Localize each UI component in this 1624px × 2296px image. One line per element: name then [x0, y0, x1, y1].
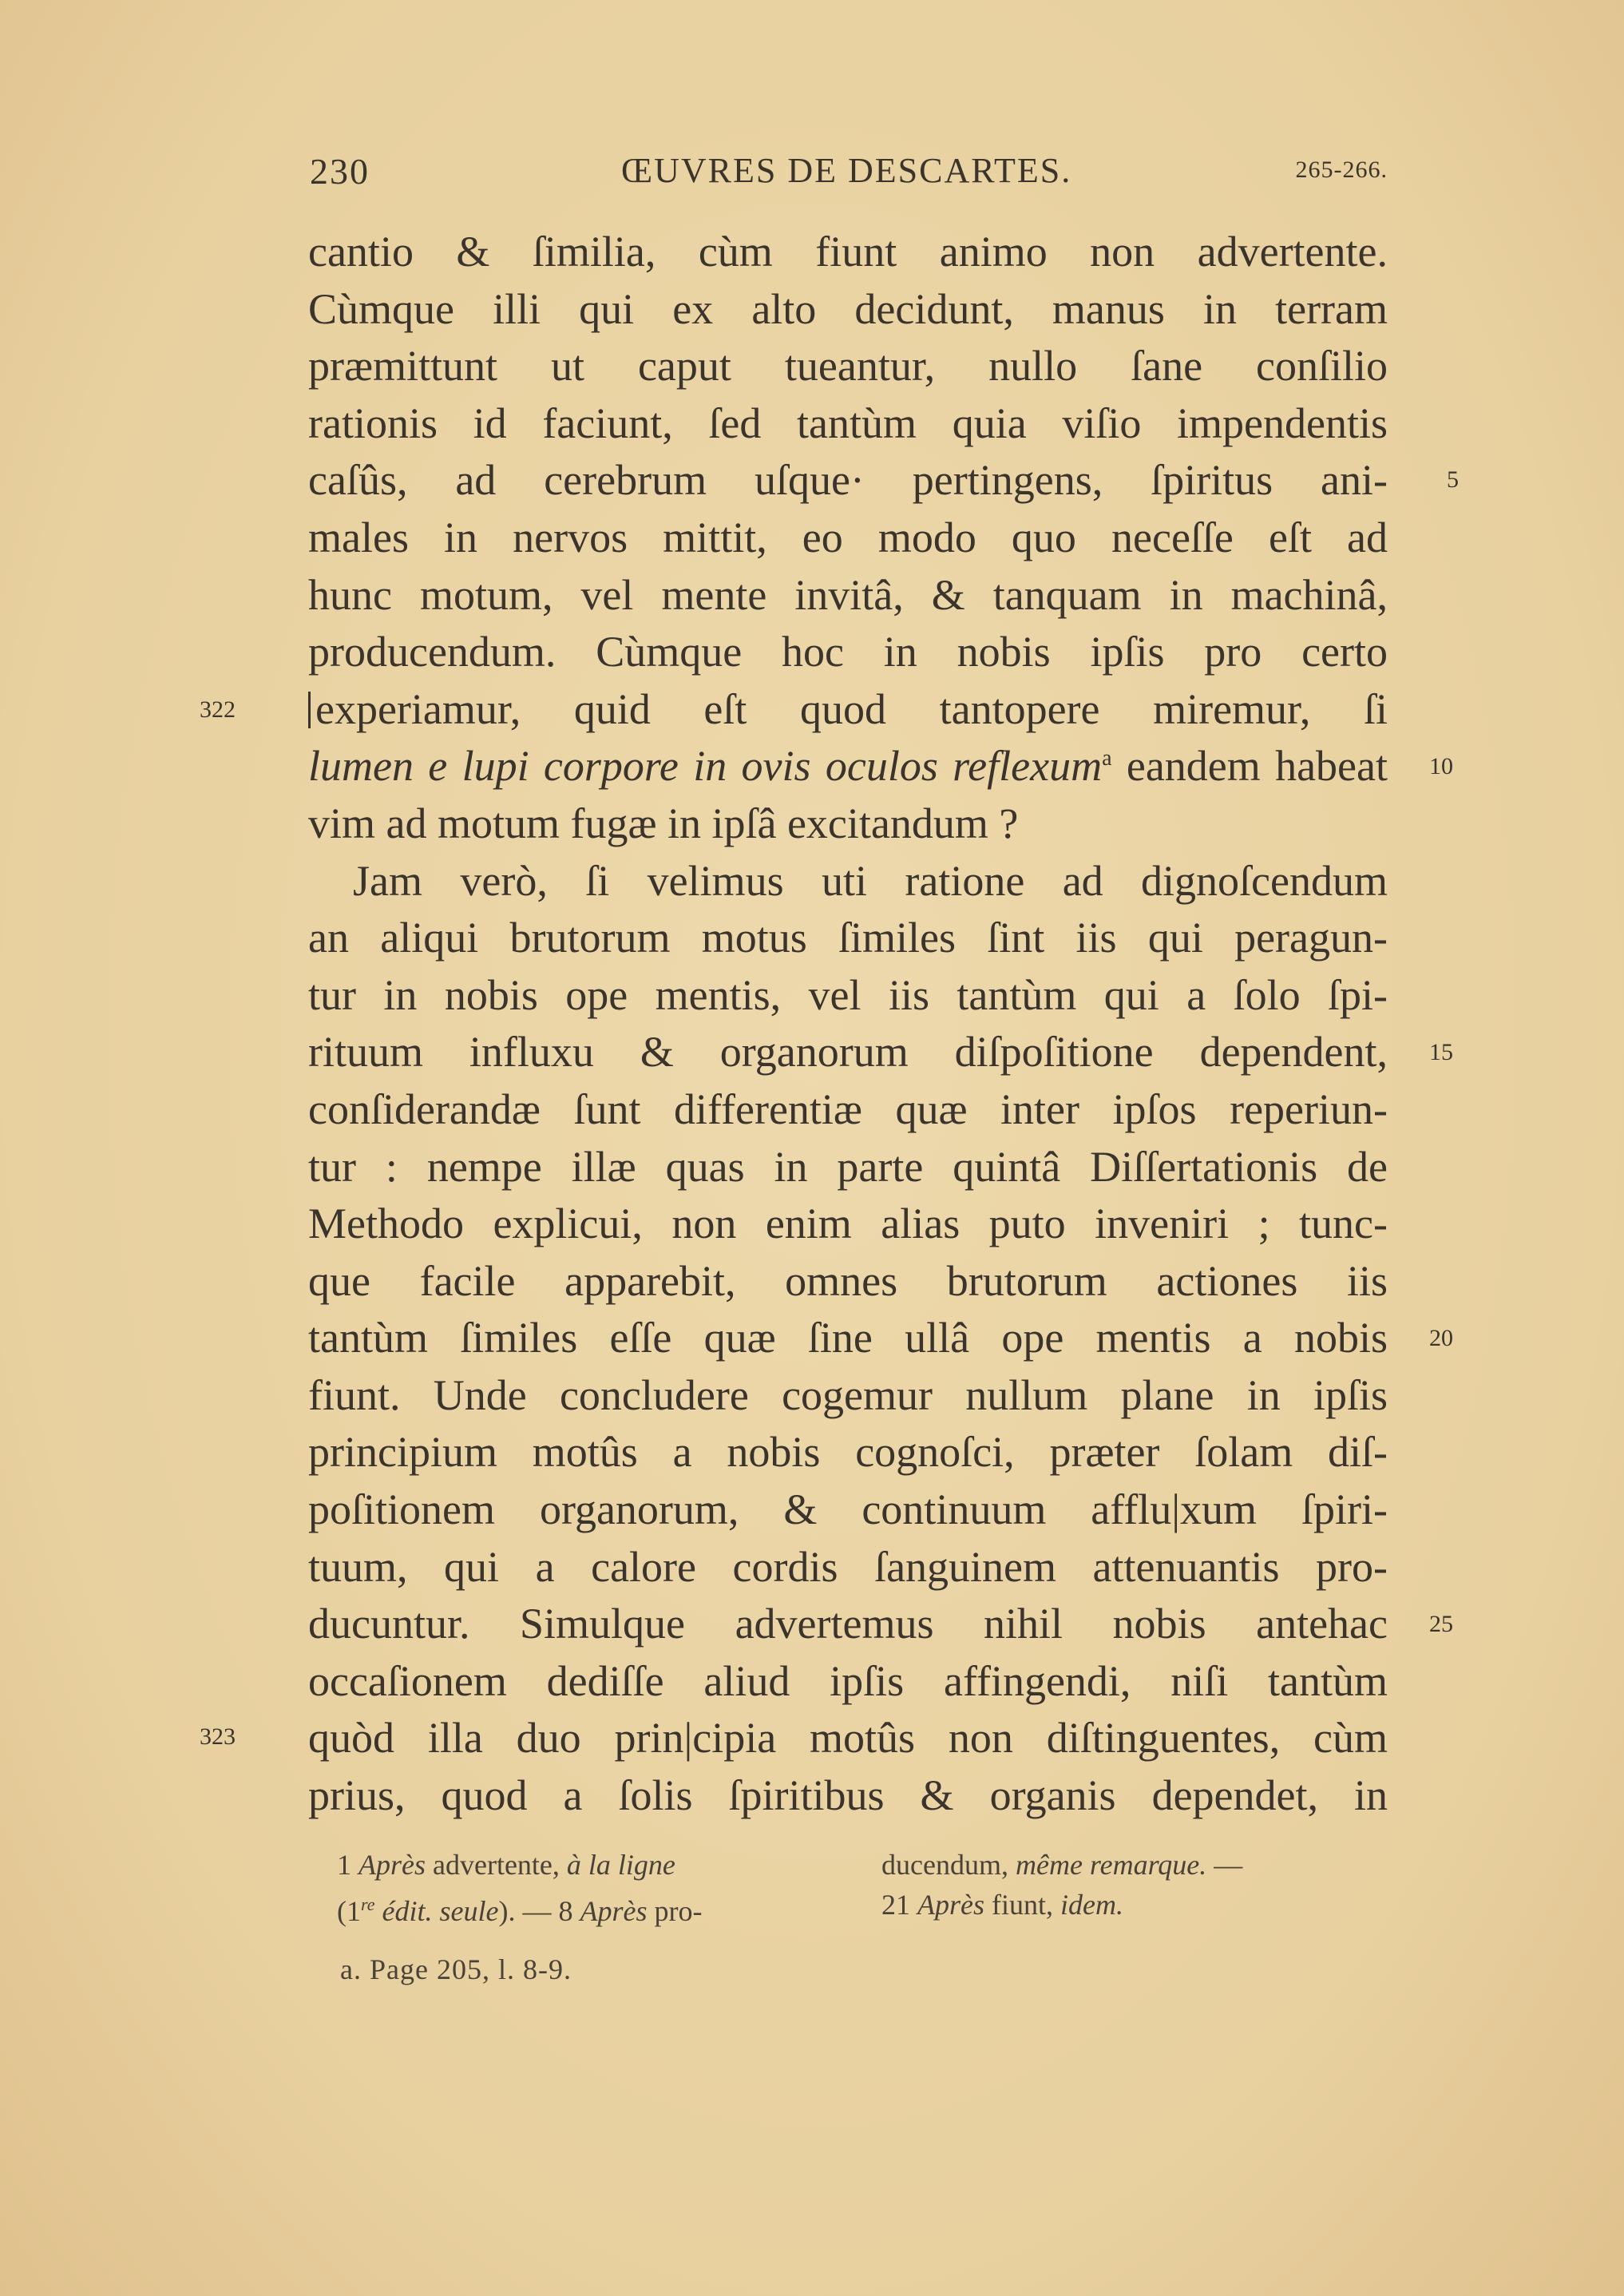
text-line: [308, 681, 1388, 739]
text-line: Jam verò, ſi velimus uti ratione ad dignoſcendum: [353, 856, 1388, 905]
text-line: præmittunt ut caput tueantur, nullo ſane conſilio: [308, 342, 1388, 391]
text-line: fiunt. Unde concludere cogemur nullum plane in ipſis: [308, 1370, 1388, 1419]
note-italic: édit. seule: [374, 1895, 499, 1927]
running-header: [308, 150, 1388, 198]
text-line: cantio & ſimilia, cùm fiunt animo non advertente.: [308, 228, 1388, 276]
text-line: producendum. Cùmque hoc in nobis ipſis pro certo: [308, 628, 1388, 676]
text-line: vim ad motum fugæ in ipſâ excitandum ?: [308, 799, 1019, 847]
footnote-marker: a: [1102, 746, 1112, 771]
notes-column-left: [337, 1845, 848, 1925]
note-text: fiunt,: [984, 1889, 1060, 1921]
margin-page-ref: 323: [200, 1723, 236, 1750]
note-superscript: re: [361, 1894, 375, 1914]
text-line: tur : nempe illæ quas in parte quintâ Diſſertationis de: [308, 1142, 1388, 1191]
text-line: rationis id faciunt, ſed tantùm quia viſio impendentis: [308, 399, 1388, 447]
text-line: Cùmque illi qui ex alto decidunt, manus in terram: [308, 284, 1388, 333]
pagination-bar: [308, 692, 311, 728]
text-line: principium motûs a nobis cognoſci, præter ſolam diſ-: [308, 1428, 1388, 1477]
text-line: tur in nobis ope mentis, vel iis tantùm qui a ſolo ſpi-: [308, 970, 1388, 1019]
note-italic: Après: [358, 1849, 426, 1881]
note-italic: Après: [917, 1889, 984, 1921]
note-text: ). — 8: [498, 1895, 580, 1927]
note-text: ducendum,: [881, 1849, 1016, 1881]
text-line: ducuntur. Simulque advertemus nihil nobis antehac: [308, 1600, 1388, 1648]
italic-phrase: lumen e lupi corpore in ovis oculos reflexum: [308, 742, 1103, 791]
note-text: 21: [881, 1889, 917, 1921]
text-line: Methodo explicui, non enim alias puto inveniri ; tunc-: [308, 1200, 1388, 1248]
text-segment: experiamur, quid eſt quod tantopere miremur, ſi: [315, 684, 1388, 733]
running-title: ŒUVRES DE DESCARTES.: [621, 151, 1072, 190]
text-line: caſûs, ad cerebrum uſque· pertingens, ſpiritus ani-: [308, 456, 1388, 505]
text-line: prius, quod a ſolis ſpiritibus & organis dependet, in: [308, 1771, 1388, 1820]
main-text: [308, 224, 1388, 1825]
text-line: quòd illa duo prin|cipia motûs non diſtinguentes, cùm: [308, 1714, 1388, 1763]
text-segment: eandem habeat: [1126, 742, 1388, 791]
margin-page-ref: 322: [200, 696, 236, 723]
note-line: [337, 1885, 848, 1925]
note-text: —: [1206, 1849, 1243, 1881]
note-italic: même remarque.: [1015, 1849, 1207, 1881]
text-line: poſitionem organorum, & continuum afflu|xum ſpiri-: [308, 1485, 1388, 1534]
note-text: pro-: [647, 1895, 703, 1927]
text-line: males in nervos mittit, eo modo quo neceſſe eſt ad: [308, 513, 1388, 561]
footnote: a. Page 205, l. 8-9.: [340, 1953, 572, 1985]
note-line: [337, 1845, 848, 1885]
text-line: que facile apparebit, omnes brutorum actiones iis: [308, 1256, 1388, 1305]
note-italic: idem.: [1060, 1889, 1123, 1921]
margin-line-number: 5: [1447, 466, 1459, 493]
margin-line-number: 15: [1429, 1039, 1453, 1065]
page-range: 265-266.: [1295, 157, 1388, 183]
margin-line-number: 10: [1429, 753, 1453, 779]
text-line: an aliqui brutorum motus ſimiles ſint iis qui peragun-: [308, 914, 1388, 962]
text-line: conſiderandæ ſunt differentiæ quæ inter ipſos reperiun-: [308, 1085, 1388, 1133]
text-line: tantùm ſimiles eſſe quæ ſine ullâ ope mentis a nobis: [308, 1314, 1388, 1362]
note-line: [881, 1885, 1392, 1925]
margin-line-number: 25: [1429, 1611, 1453, 1637]
note-text: (1: [337, 1895, 361, 1927]
note-text: 1: [337, 1849, 358, 1881]
text-line: hunc motum, vel mente invitâ, & tanquam in machinâ,: [308, 570, 1388, 619]
note-text: advertente,: [426, 1849, 567, 1881]
text-line: [308, 738, 1388, 795]
page-number: 230: [310, 151, 370, 192]
text-line: rituum influxu & organorum diſpoſitione dependent,: [308, 1028, 1388, 1077]
note-line: [881, 1845, 1392, 1885]
text-line: occaſionem dediſſe aliud ipſis affingendi, niſi tantùm: [308, 1656, 1388, 1705]
text-line: tuum, qui a calore cordis ſanguinem attenuantis pro-: [308, 1542, 1388, 1591]
note-italic: Après: [580, 1895, 648, 1927]
note-italic: à la ligne: [566, 1849, 675, 1881]
notes-column-right: [881, 1845, 1392, 1925]
margin-line-number: 20: [1429, 1325, 1453, 1351]
